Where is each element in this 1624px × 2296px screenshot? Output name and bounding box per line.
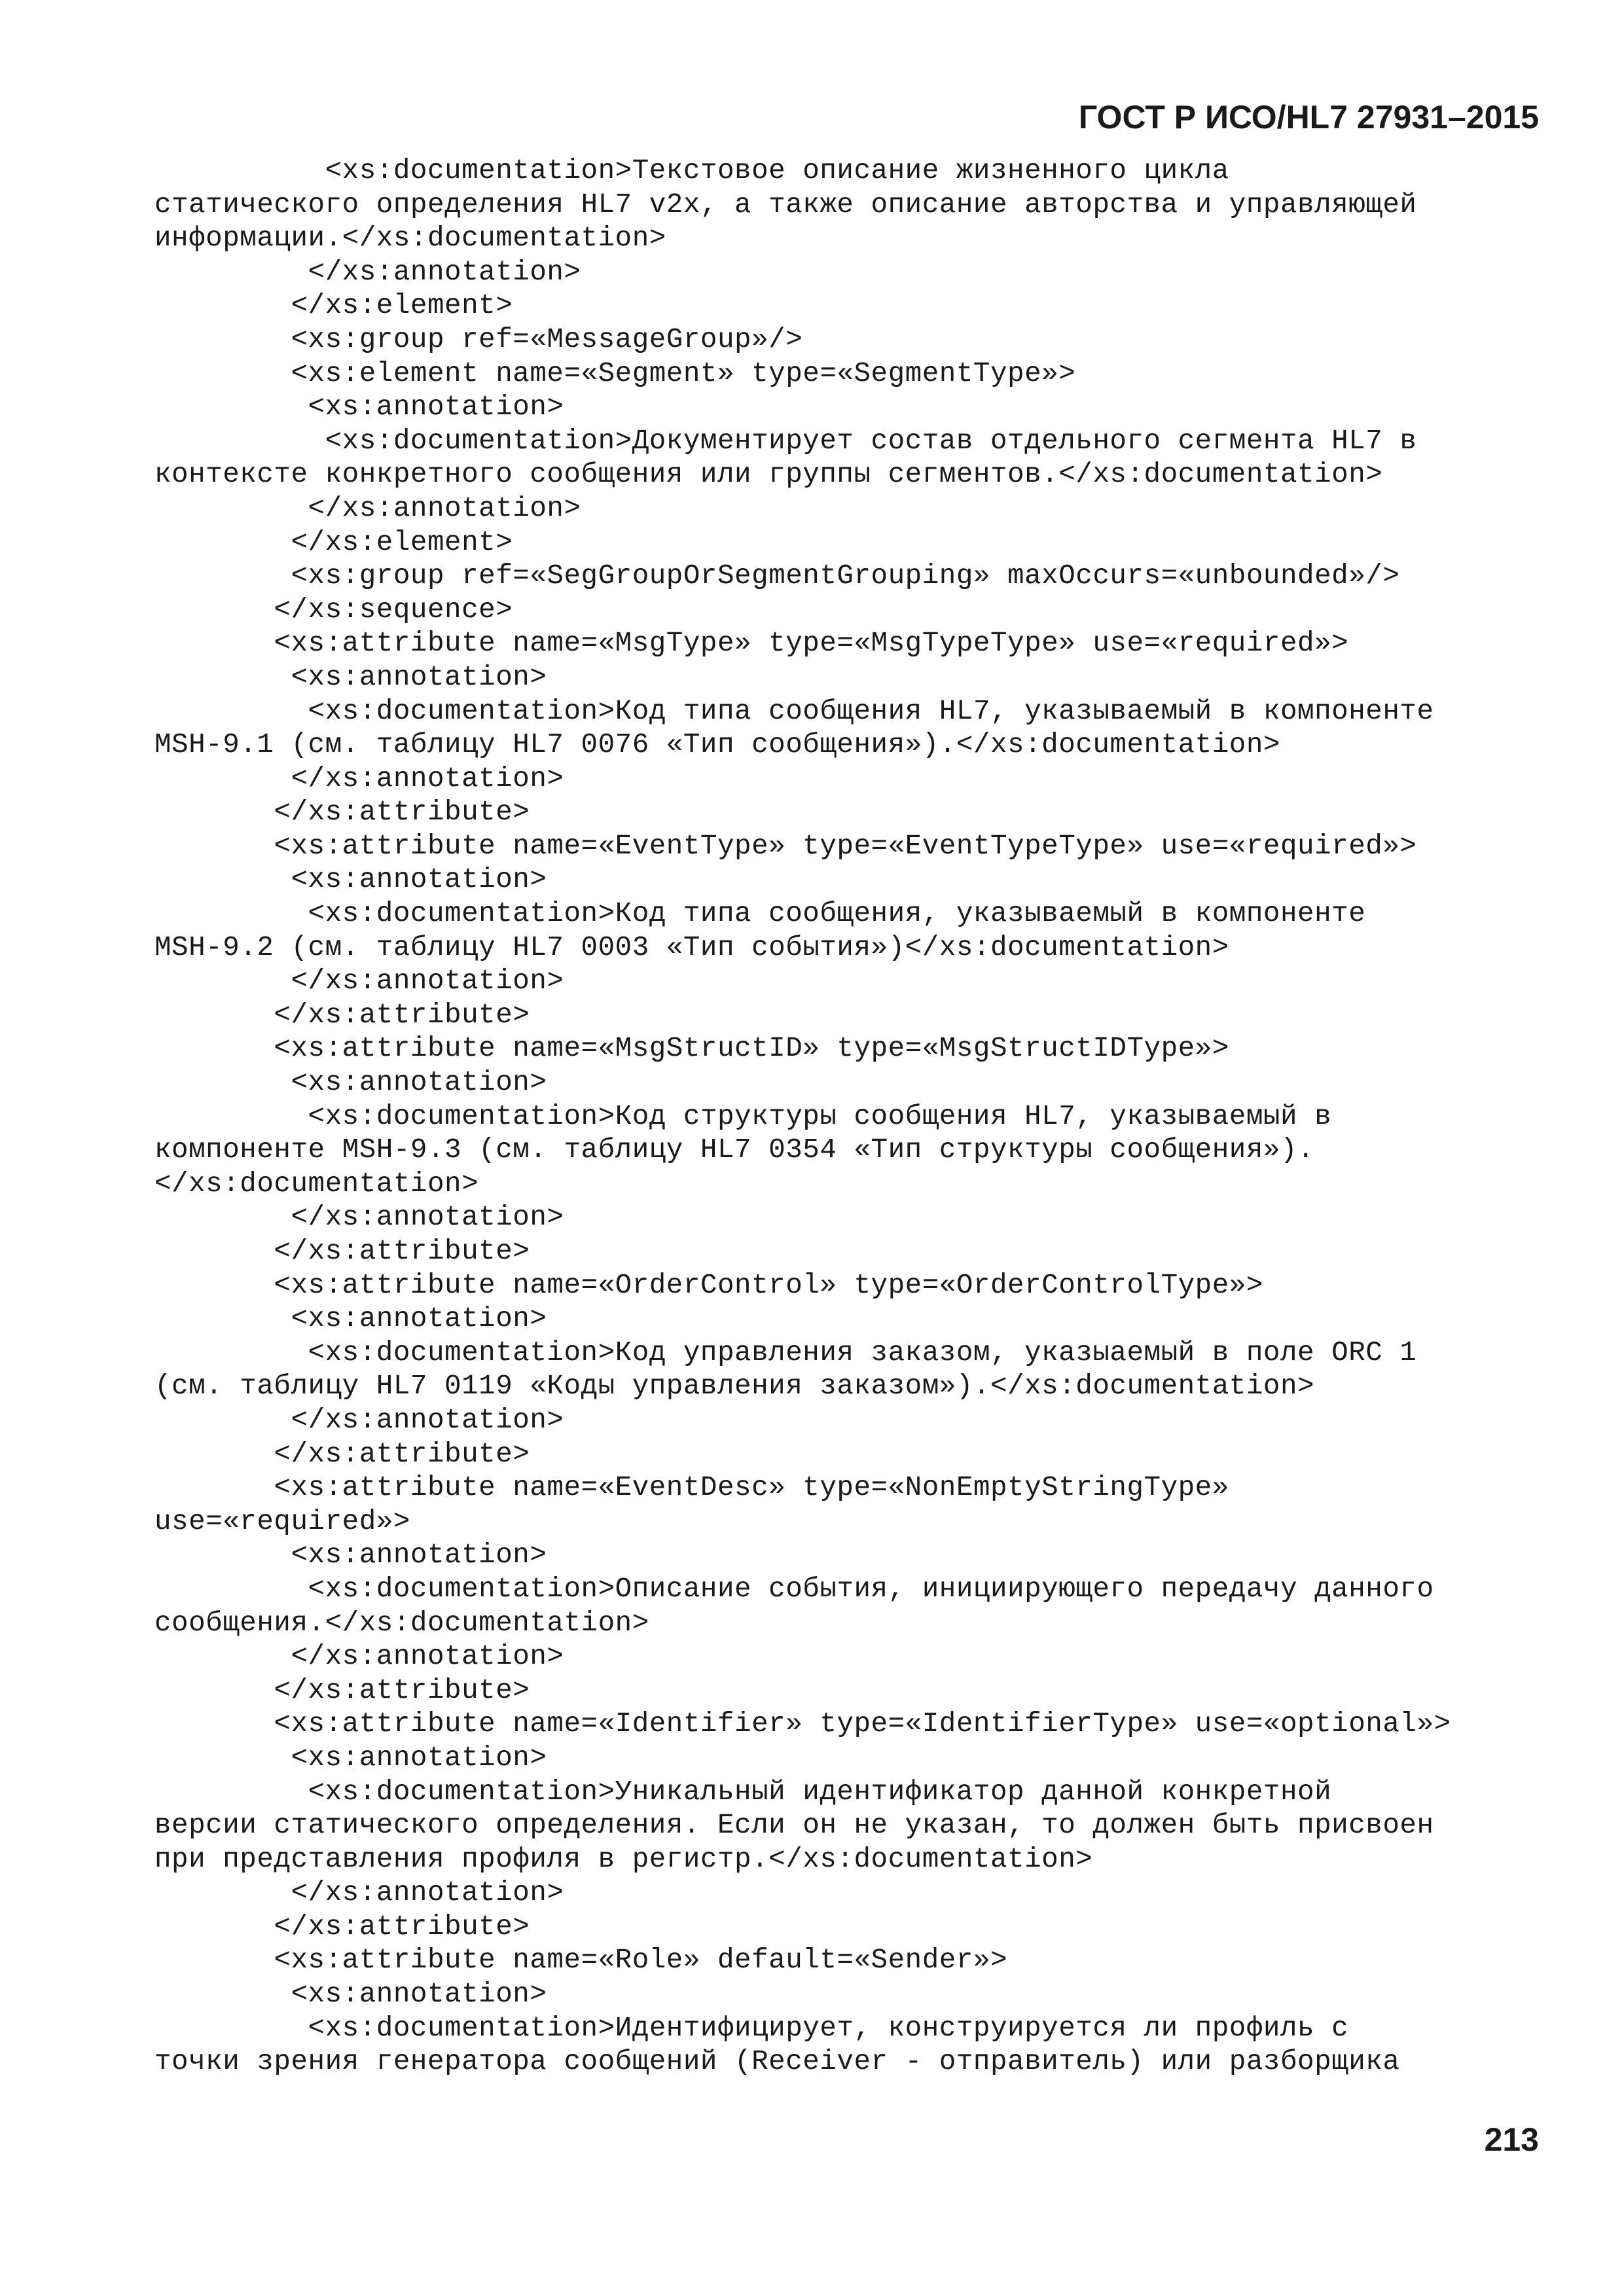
code-line: контексте конкретного сообщения или группы сегментов.</xs:documentation> <box>154 459 1383 491</box>
code-line: <xs:documentation>Код структуры сообщения HL7, указываемый в <box>154 1100 1332 1132</box>
code-line: <xs:documentation>Уникальный идентификатор данной конкретной <box>154 1776 1332 1808</box>
code-line: <xs:attribute name=«EventDesc» type=«NonEmptyStringType» <box>154 1472 1229 1504</box>
code-line: </xs:attribute> <box>154 1910 530 1943</box>
code-line: <xs:annotation> <box>154 661 547 693</box>
code-line: </xs:documentation> <box>154 1168 479 1200</box>
code-line: use=«required»> <box>154 1505 410 1537</box>
code-line: </xs:annotation> <box>154 256 581 288</box>
code-line: <xs:group ref=«MessageGroup»/> <box>154 323 803 355</box>
code-line: <xs:group ref=«SegGroupOrSegmentGrouping» maxOccurs=«unbounded»/> <box>154 560 1400 592</box>
code-line: </xs:sequence> <box>154 594 513 626</box>
code-line: </xs:annotation> <box>154 1877 564 1909</box>
code-line: <xs:attribute name=«Role» default=«Sender»> <box>154 1945 1008 1977</box>
document-standard-header: ГОСТ Р ИСО/HL7 27931–2015 <box>1078 99 1539 135</box>
code-line: статического определения HL7 v2x, а также описание авторства и управляющей <box>154 188 1417 221</box>
code-line: MSH-9.2 (см. таблицу HL7 0003 «Тип события»)</xs:documentation> <box>154 931 1229 963</box>
code-line: </xs:attribute> <box>154 1438 530 1470</box>
xml-schema-code-block <box>154 154 1549 2079</box>
code-line: </xs:attribute> <box>154 1674 530 1706</box>
code-line: <xs:attribute name=«Identifier» type=«IdentifierType» use=«optional»> <box>154 1708 1451 1740</box>
code-line: <xs:annotation> <box>154 391 564 423</box>
code-line: (см. таблицу HL7 0119 «Коды управления заказом»).</xs:documentation> <box>154 1371 1315 1403</box>
code-line: при представления профиля в регистр.</xs:documentation> <box>154 1843 1093 1875</box>
code-line: точки зрения генератора сообщений (Receiver - отправитель) или разборщика <box>154 2046 1400 2078</box>
code-line: <xs:documentation>Описание события, инициирующего передачу данного <box>154 1573 1434 1605</box>
code-line: <xs:attribute name=«MsgStructID» type=«MsgStructIDType»> <box>154 1033 1229 1065</box>
code-line: MSH-9.1 (см. таблицу HL7 0076 «Тип сообщения»).</xs:documentation> <box>154 729 1280 761</box>
code-line: <xs:element name=«Segment» type=«SegmentType»> <box>154 357 1076 389</box>
code-line: </xs:attribute> <box>154 1236 530 1267</box>
code-line: <xs:attribute name=«OrderControl» type=«OrderControlType»> <box>154 1269 1263 1301</box>
code-line: </xs:annotation> <box>154 762 564 795</box>
code-line: <xs:attribute name=«MsgType» type=«MsgTypeType» use=«required»> <box>154 628 1349 660</box>
code-line: <xs:documentation>Идентифицирует, конструируется ли профиль с <box>154 2012 1349 2044</box>
code-line: <xs:documentation>Код типа сообщения HL7, указываемый в компоненте <box>154 695 1434 727</box>
code-line: <xs:annotation> <box>154 1979 547 2011</box>
code-line: <xs:documentation>Код типа сообщения, указываемый в компоненте <box>154 898 1366 930</box>
code-line: <xs:documentation>Текстовое описание жизненного цикла <box>154 155 1229 187</box>
code-line: компоненте MSH-9.3 (см. таблицу HL7 0354 «Тип структуры сообщения»). <box>154 1134 1315 1166</box>
code-line: </xs:attribute> <box>154 999 530 1031</box>
code-line: </xs:annotation> <box>154 1202 564 1234</box>
code-line: <xs:annotation> <box>154 864 547 896</box>
code-line: <xs:documentation>Документирует состав отдельного сегмента HL7 в <box>154 425 1417 457</box>
code-line: <xs:attribute name=«EventType» type=«EventTypeType» use=«required»> <box>154 830 1417 862</box>
code-line: </xs:element> <box>154 290 513 322</box>
code-line: версии статического определения. Если он не указан, то должен быть присвоен <box>154 1810 1434 1842</box>
page-number: 213 <box>1484 2121 1539 2158</box>
code-line: </xs:annotation> <box>154 1404 564 1436</box>
code-line: сообщения.</xs:documentation> <box>154 1607 649 1639</box>
code-line: <xs:annotation> <box>154 1539 547 1571</box>
code-line: <xs:annotation> <box>154 1067 547 1099</box>
code-line: </xs:element> <box>154 526 513 558</box>
code-line: информации.</xs:documentation> <box>154 223 666 255</box>
code-line: <xs:annotation> <box>154 1742 547 1774</box>
code-line: </xs:annotation> <box>154 492 581 524</box>
code-line: </xs:annotation> <box>154 1641 564 1673</box>
code-line: <xs:annotation> <box>154 1303 547 1335</box>
code-line: <xs:documentation>Код управления заказом, указыаемый в поле ORC 1 <box>154 1336 1417 1369</box>
code-line: </xs:attribute> <box>154 797 530 829</box>
code-line: </xs:annotation> <box>154 965 564 997</box>
